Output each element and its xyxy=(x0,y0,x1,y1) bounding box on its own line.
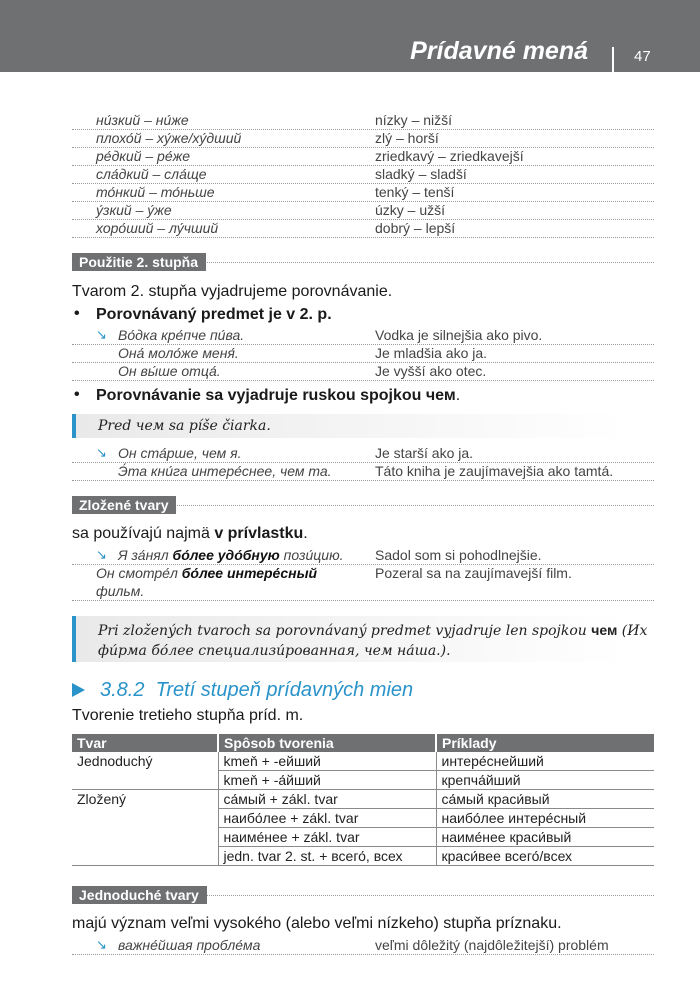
slovak-translation: Vodka je silnejšia ako pivo. xyxy=(375,327,543,343)
table-row xyxy=(72,790,654,809)
example-row xyxy=(72,362,654,381)
section-label-compound: Zložené tvary xyxy=(72,496,176,514)
simple-intro: majú význam veľmi vysokého (alebo veľmi nízkeho) stupňa príznaku. xyxy=(72,915,562,932)
example-row xyxy=(72,344,654,363)
example-row xyxy=(72,444,654,463)
column-header: Príklady xyxy=(436,734,654,752)
example-emphasis: бо́лее удо́бную xyxy=(172,547,280,563)
note-text: (Их xyxy=(617,623,648,639)
example-text: пози́цию. xyxy=(279,547,344,563)
russian-example xyxy=(96,564,317,600)
header-divider xyxy=(612,47,614,73)
triangle-right-icon xyxy=(72,683,85,697)
arrow-down-right-icon: ↘ xyxy=(96,327,107,342)
slovak-form: sladký – sladší xyxy=(375,166,467,182)
example-row xyxy=(72,564,654,601)
section-label-simple: Jednoduché tvary xyxy=(72,886,207,904)
bullet-dot: • xyxy=(74,386,80,403)
slovak-form: zlý – horší xyxy=(375,130,439,146)
russian-form: хоро́ший – лу́чший xyxy=(96,220,219,236)
note-box-comma: Pred чем sa píše čiarka. xyxy=(72,414,654,438)
arrow-down-right-icon: ↘ xyxy=(96,547,107,562)
compound-intro xyxy=(72,524,308,544)
cell-example: са́мый краси́вый xyxy=(436,790,654,809)
russian-example: Он вы́ше отца́. xyxy=(118,363,221,379)
cell-form xyxy=(72,809,218,828)
subsection-number: 3.8.2 xyxy=(100,679,145,701)
page-number: 47 xyxy=(634,48,651,65)
cell-form xyxy=(72,771,218,790)
bullet-dot: • xyxy=(74,305,80,322)
cell-example: наибо́лее интере́сный xyxy=(436,809,654,828)
example-row xyxy=(72,546,654,565)
column-header: Spôsob tvorenia xyxy=(218,734,436,752)
russian-example xyxy=(96,546,344,564)
comparison-row xyxy=(72,129,654,148)
arrow-down-right-icon: ↘ xyxy=(96,937,107,952)
slovak-translation: Pozeral sa na zaujímavejší film. xyxy=(375,565,572,581)
bullet-conjunction xyxy=(96,386,460,406)
cell-example: интере́снейший xyxy=(436,752,654,771)
russian-form: у́зкий – у́же xyxy=(96,202,172,218)
slovak-translation: Je mladšia ako ja. xyxy=(375,345,488,361)
section-label-usage: Použitie 2. stupňa xyxy=(72,253,206,271)
slovak-translation: Je vyšší ako otec. xyxy=(375,363,487,379)
slovak-form: nízky – nižší xyxy=(375,112,453,128)
chapter-title: Prídavné mená xyxy=(410,37,588,65)
table-row xyxy=(72,847,654,866)
slovak-translation: Táto kniha je zaujímavejšia ako tamtá. xyxy=(375,463,614,479)
note-text: Pri zložených tvaroch sa porovnávaný predmet vyjadruje len spojkou xyxy=(98,623,592,639)
comparison-row xyxy=(72,183,654,202)
slovak-form: dobrý – lepší xyxy=(375,220,456,236)
cell-formation: jedn. tvar 2. st. + всего́, всех xyxy=(218,847,436,866)
comparison-row xyxy=(72,219,654,238)
table-row xyxy=(72,771,654,790)
slovak-translation: veľmi dôležitý (najdôležitejší) problém xyxy=(375,937,609,953)
example-emphasis: бо́лее интере́сный xyxy=(181,565,318,581)
intro-emphasis: v prívlastku xyxy=(214,525,304,542)
cell-formation: са́мый + zákl. tvar xyxy=(218,790,436,809)
russian-example: важне́йшая пробле́ма xyxy=(118,937,261,953)
example-text: фильм. xyxy=(96,583,145,599)
cell-form xyxy=(72,828,218,847)
cell-example: крепча́йший xyxy=(436,771,654,790)
comparison-row xyxy=(72,201,654,220)
conjunction-word: чем xyxy=(425,387,456,404)
intro-text: sa používajú najmä xyxy=(72,525,215,542)
slovak-form: tenký – tenší xyxy=(375,184,455,200)
russian-example: Она́ моло́же меня́. xyxy=(118,345,239,361)
subsection-title xyxy=(100,677,413,703)
example-row xyxy=(72,936,654,955)
slovak-translation: Je starší ako ja. xyxy=(375,445,474,461)
example-row xyxy=(72,326,654,345)
usage-intro: Tvarom 2. stupňa vyjadrujeme porovnávanie. xyxy=(72,283,393,300)
table-row xyxy=(72,752,654,771)
cell-formation: kmeň + -ейший xyxy=(218,752,436,771)
table-header-row xyxy=(72,734,654,752)
arrow-down-right-icon: ↘ xyxy=(96,445,107,460)
period: . xyxy=(303,525,308,542)
subsection-intro: Tvorenie tretieho stupňa príd. m. xyxy=(72,707,304,724)
example-text: Он смотре́л xyxy=(96,565,182,581)
table-row xyxy=(72,809,654,828)
column-header: Tvar xyxy=(72,734,218,752)
cell-formation: наиме́нее + zákl. tvar xyxy=(218,828,436,847)
cell-formation: kmeň + -а́йший xyxy=(218,771,436,790)
russian-form: плохо́й – ху́же/ху́дший xyxy=(96,130,242,146)
example-text: Я за́нял xyxy=(118,547,173,563)
period: . xyxy=(455,387,461,404)
cell-example: краси́вее всего́/всех xyxy=(436,847,654,866)
russian-form: то́нкий – то́ньше xyxy=(96,184,215,200)
bullet-text: Porovnávanie sa vyjadruje ruskou spojkou xyxy=(96,387,426,404)
note-emphasis: чем xyxy=(591,622,618,638)
russian-form: ни́зкий – ни́же xyxy=(96,112,189,128)
cell-form: Jednoduchý xyxy=(72,752,218,771)
bullet-genitive: Porovnávaný predmet je v 2. p. xyxy=(96,306,332,323)
slovak-translation: Sadol som si pohodlnejšie. xyxy=(375,547,542,563)
page-header xyxy=(0,0,700,72)
note-box-compound xyxy=(72,616,654,662)
comparison-row xyxy=(72,165,654,184)
note-text: фи́рма бо́лее специализи́рованная, чем на́ша.). xyxy=(98,643,451,659)
cell-example: наиме́нее краси́вый xyxy=(436,828,654,847)
subsection-title-text: Tretí stupeň prídavných mien xyxy=(155,679,414,701)
cell-formation: наибо́лее + zákl. tvar xyxy=(218,809,436,828)
cell-form: Zložený xyxy=(72,790,218,809)
table-row xyxy=(72,828,654,847)
comparison-row xyxy=(72,147,654,166)
comparison-row xyxy=(72,111,654,130)
slovak-form: zriedkavý – zriedkavejší xyxy=(375,148,524,164)
cell-form xyxy=(72,847,218,866)
russian-example: Э́та кни́га интере́снее, чем та. xyxy=(118,463,332,479)
superlative-table xyxy=(72,734,654,866)
example-row xyxy=(72,462,654,481)
slovak-form: úzky – užší xyxy=(375,202,446,218)
russian-form: сла́дкий – сла́ще xyxy=(96,166,207,182)
russian-example: Он ста́рше, чем я. xyxy=(118,445,242,461)
russian-form: ре́дкий – ре́же xyxy=(96,148,191,164)
russian-example: Во́дка кре́пче пи́ва. xyxy=(118,327,245,343)
